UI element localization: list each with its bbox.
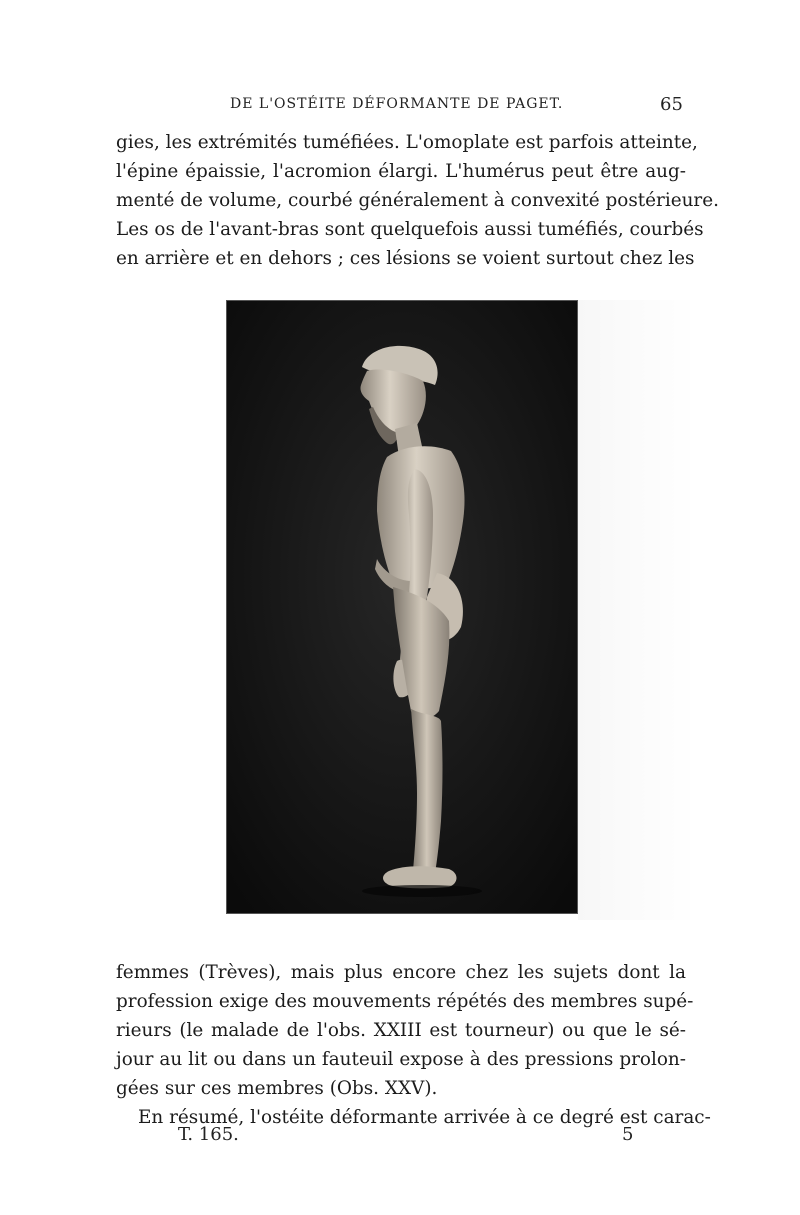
text-line: en arrière et en dehors ; ces lésions se voient surtout chez les [116, 248, 695, 269]
running-head: DE L'OSTÉITE DÉFORMANTE DE PAGET. [230, 96, 564, 112]
text-line: rieurs (le malade de l'obs. XXIII est tourneur) ou que le sé- [116, 1020, 686, 1041]
paragraph-bottom [116, 958, 711, 1132]
show-through-texture [578, 300, 698, 920]
text-line: profession exige des mouvements répétés des membres supé- [116, 991, 694, 1012]
standing-man-photograph [227, 301, 577, 913]
text-line: gées sur ces membres (Obs. XXV). [116, 1078, 438, 1099]
signature-mark: T. 165. [178, 1124, 239, 1145]
text-line: l'épine épaissie, l'acromion élargi. L'humérus peut être aug- [116, 161, 686, 182]
text-line: gies, les extrémités tuméfiées. L'omoplate est parfois atteinte, [116, 132, 698, 153]
page-number: 65 [660, 94, 683, 115]
text-line: jour au lit ou dans un fauteuil expose à des pressions prolon- [116, 1049, 686, 1070]
text-line: Les os de l'avant-bras sont quelquefois aussi tuméfiés, courbés [116, 219, 704, 240]
text-line: En résumé, l'ostéite déformante arrivée à ce degré est carac- [138, 1107, 711, 1128]
text-line: menté de volume, courbé généralement à convexité postérieure. [116, 190, 719, 211]
paragraph-top [116, 128, 719, 273]
photograph-plate [226, 300, 578, 914]
text-line: femmes (Trèves), mais plus encore chez les sujets dont la [116, 962, 686, 983]
gathering-number: 5 [622, 1124, 634, 1145]
